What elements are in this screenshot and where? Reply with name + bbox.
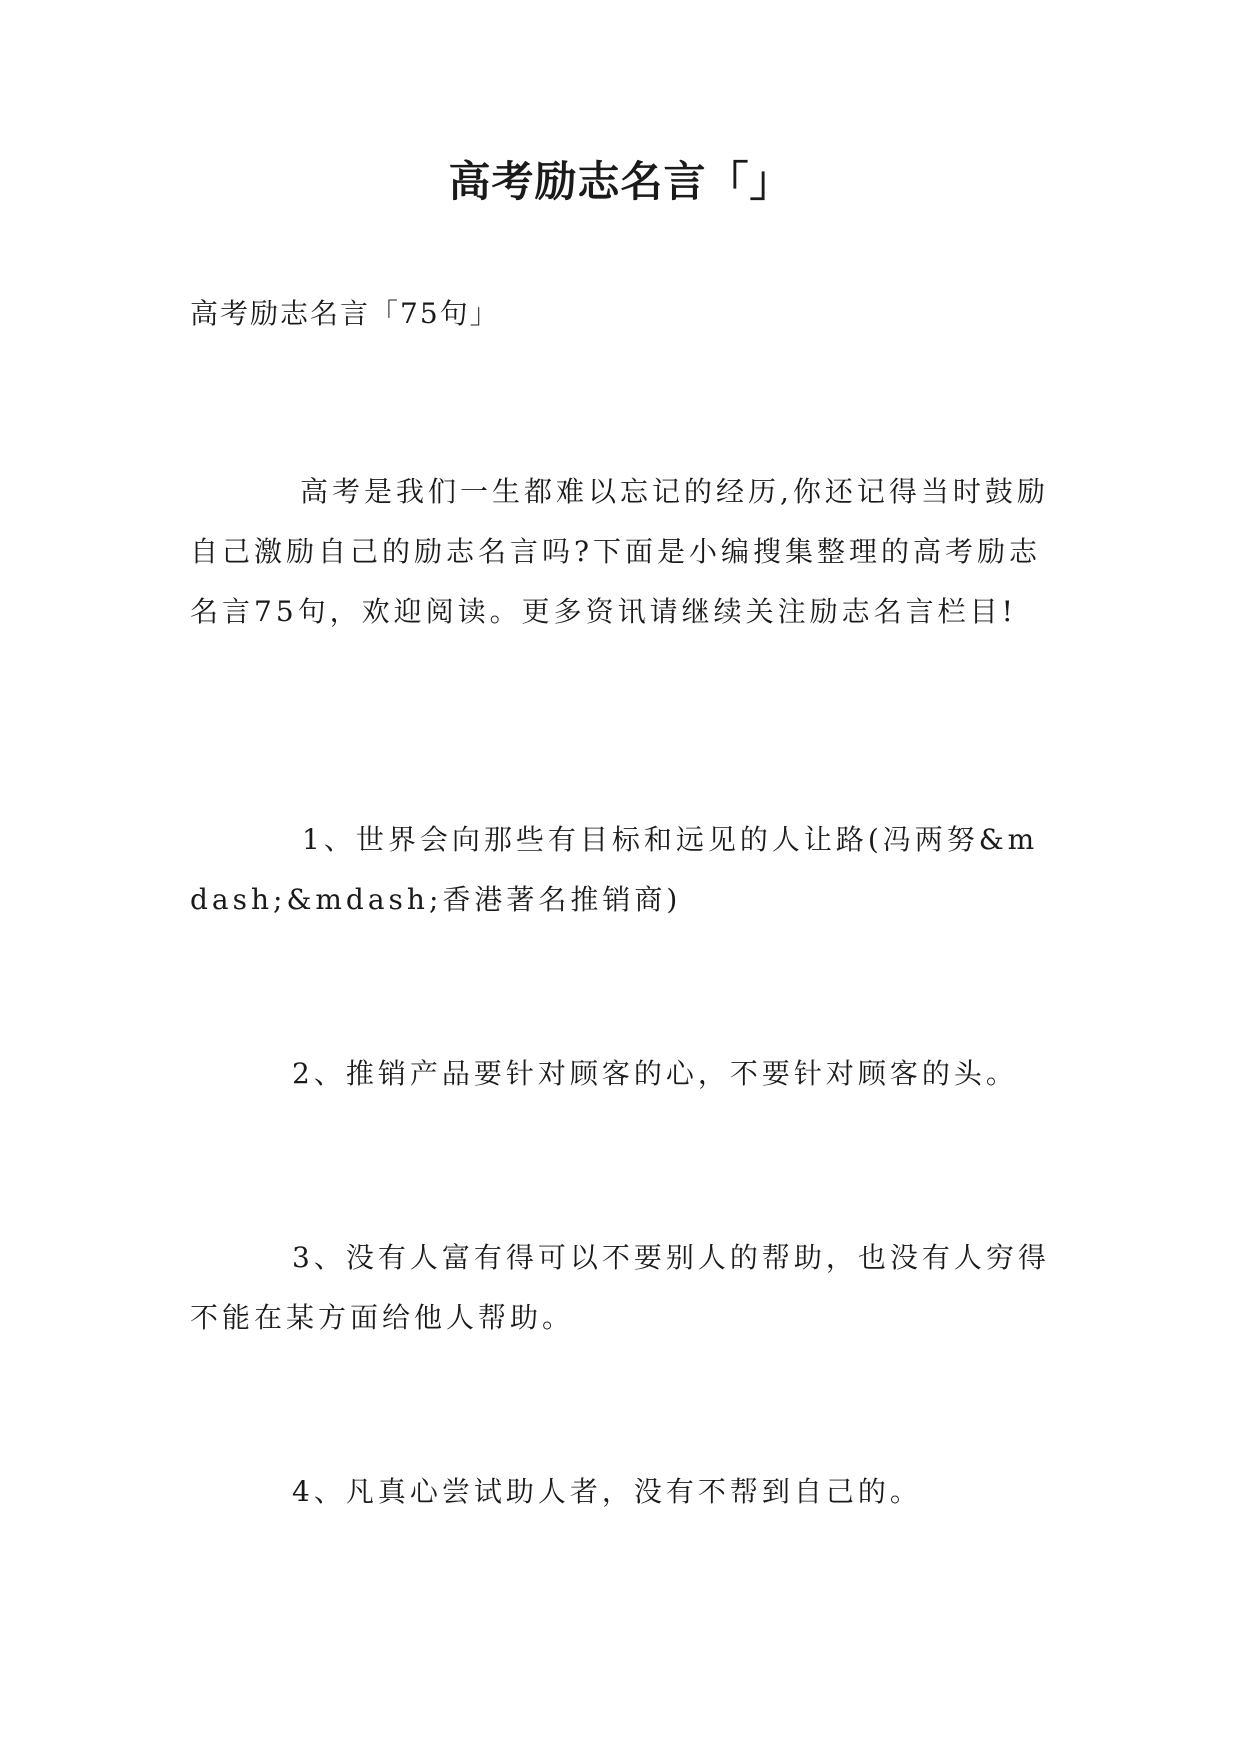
page-title: 高考励志名言「」 (448, 157, 793, 206)
subtitle: 高考励志名言「75句」 (190, 297, 500, 330)
intro-paragraph: 高考是我们一生都难以忘记的经历,你还记得当时鼓励自己激励自己的励志名言吗?下面是小编搜集整理的高考励志名言75句，欢迎阅读。更多资讯请继续关注励志名言栏目! (190, 475, 1049, 628)
quote-item: 2、推销产品要针对顾客的心，不要针对顾客的头。 (292, 1057, 1018, 1090)
quote-item: 4、凡真心尝试助人者，没有不帮到自己的。 (292, 1475, 922, 1508)
quote-item: 1、世界会向那些有目标和远见的人让路(冯两努&mdash;&mdash;香港著名推销商) (190, 823, 1039, 916)
quote-item: 3、没有人富有得可以不要别人的帮助，也没有人穷得不能在某方面给他人帮助。 (190, 1241, 1050, 1334)
